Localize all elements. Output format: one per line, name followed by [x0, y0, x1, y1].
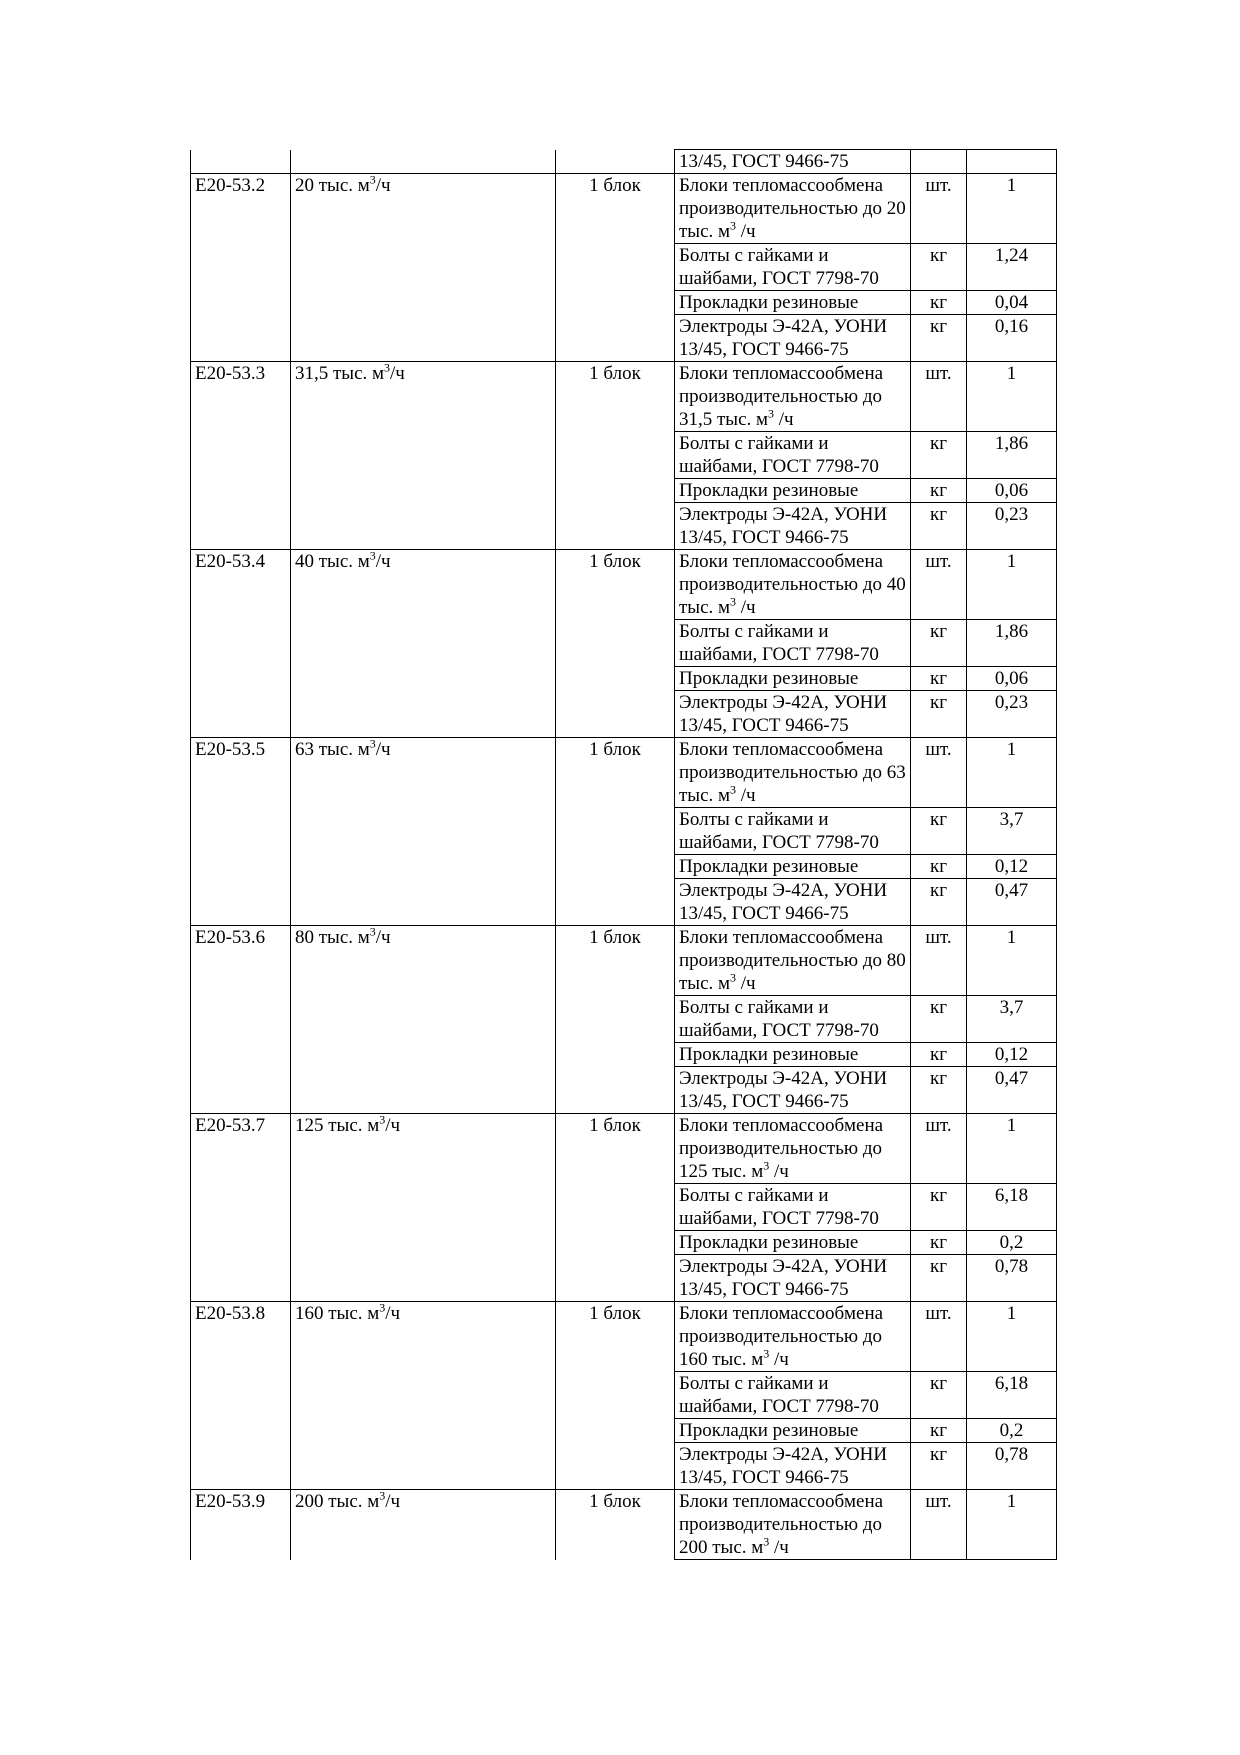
resource-name: Болты с гайками и шайбами, ГОСТ 7798-70: [679, 433, 879, 477]
resource-name: Болты с гайками и шайбами, ГОСТ 7798-70: [679, 621, 879, 665]
resource-name-cell: [675, 808, 911, 855]
resource-name: Блоки тепломассообмена производительностью до: [679, 551, 884, 595]
measure-cell: [556, 667, 675, 691]
table-row: [191, 808, 1057, 855]
code-cell: Е20-53.7: [191, 1114, 291, 1184]
unit-cell: кг: [911, 667, 967, 691]
measure-cell: 1 блок: [556, 550, 675, 620]
unit-cell: кг: [911, 808, 967, 855]
qty-cell: 1: [967, 1490, 1057, 1560]
table-row-group-start: [191, 1490, 1057, 1560]
measure-cell: [556, 996, 675, 1043]
table-row: [191, 1255, 1057, 1302]
resource-name: Электроды Э-42А, УОНИ 13/45, ГОСТ 9466-75: [679, 504, 888, 548]
qty-cell: 0,23: [967, 691, 1057, 738]
measure-cell: [556, 315, 675, 362]
code-cell: [191, 879, 291, 926]
table-row: [191, 479, 1057, 503]
unit-cell: кг: [911, 620, 967, 667]
param-unit: /ч: [375, 175, 391, 196]
measure-cell: [556, 620, 675, 667]
qty-cell: 1: [967, 926, 1057, 996]
param-cell: [291, 1067, 556, 1114]
table-row-group-start: [191, 1114, 1057, 1184]
param-cell: [291, 1419, 556, 1443]
qty-cell: 0,06: [967, 479, 1057, 503]
resource-name-unit: /ч: [769, 1349, 789, 1370]
param-cell: [291, 1184, 556, 1231]
continuation-row: [191, 150, 1057, 174]
resource-name-cell: [675, 1043, 911, 1067]
param-cell: [291, 291, 556, 315]
measure-cell: [556, 879, 675, 926]
unit-cell: кг: [911, 1231, 967, 1255]
resource-name-cell: [675, 503, 911, 550]
table-row-group-start: [191, 550, 1057, 620]
table-row: [191, 432, 1057, 479]
qty-cell: 0,04: [967, 291, 1057, 315]
param-value: 20 тыс. м: [295, 175, 370, 196]
resource-name-unit: /ч: [774, 409, 794, 430]
resource-name-cell: [675, 855, 911, 879]
resource-name-cell: [675, 291, 911, 315]
table-row: [191, 1184, 1057, 1231]
param-exponent: 3: [379, 1488, 386, 1503]
code-cell: [191, 1443, 291, 1490]
qty-cell: 0,12: [967, 1043, 1057, 1067]
resource-name: Прокладки резиновые: [679, 668, 859, 689]
measure-cell: 1 блок: [556, 1114, 675, 1184]
measure-cell: 1 блок: [556, 1302, 675, 1372]
measure-cell: [556, 150, 675, 174]
resource-name-cell: [675, 738, 911, 808]
resource-name-cell: [675, 174, 911, 244]
resource-name: Блоки тепломассообмена производительностью до: [679, 739, 884, 783]
resource-name-value: 80 тыс. м: [679, 950, 906, 994]
code-cell: [191, 150, 291, 174]
param-exponent: 3: [369, 548, 376, 563]
resource-name-cell: [675, 1114, 911, 1184]
unit-cell: шт.: [911, 550, 967, 620]
unit-cell: кг: [911, 1419, 967, 1443]
resource-name-exponent: 3: [730, 594, 737, 609]
resource-name: Прокладки резиновые: [679, 1420, 859, 1441]
qty-cell: 0,23: [967, 503, 1057, 550]
param-cell: [291, 691, 556, 738]
measure-cell: [556, 291, 675, 315]
param-value: 200 тыс. м: [295, 1491, 380, 1512]
qty-cell: 1: [967, 1114, 1057, 1184]
unit-cell: шт.: [911, 738, 967, 808]
resource-name: Электроды Э-42А, УОНИ 13/45, ГОСТ 9466-75: [679, 880, 888, 924]
param-unit: /ч: [375, 551, 391, 572]
unit-cell: кг: [911, 855, 967, 879]
code-cell: Е20-53.6: [191, 926, 291, 996]
param-unit: /ч: [390, 363, 405, 384]
measure-cell: [556, 691, 675, 738]
measure-cell: [556, 808, 675, 855]
param-exponent: 3: [369, 736, 376, 751]
resource-name-cell: [675, 479, 911, 503]
qty-cell: 1: [967, 738, 1057, 808]
code-cell: Е20-53.2: [191, 174, 291, 244]
unit-cell: кг: [911, 1372, 967, 1419]
resource-name: Прокладки резиновые: [679, 292, 859, 313]
table-row-group-start: [191, 362, 1057, 432]
resource-name-value: 160 тыс. м: [679, 1349, 764, 1370]
resource-name: Блоки тепломассообмена производительностью до: [679, 363, 884, 407]
table-row: [191, 1231, 1057, 1255]
resource-name-cell: [675, 926, 911, 996]
resource-name: Болты с гайками и шайбами, ГОСТ 7798-70: [679, 997, 879, 1041]
measure-cell: [556, 244, 675, 291]
measure-cell: [556, 1231, 675, 1255]
qty-cell: 3,7: [967, 996, 1057, 1043]
table-row-group-start: [191, 174, 1057, 244]
qty-cell: [967, 150, 1057, 174]
table-row: [191, 1419, 1057, 1443]
qty-cell: 1,24: [967, 244, 1057, 291]
resource-name-unit: /ч: [769, 1161, 789, 1182]
resource-name-exponent: 3: [763, 1534, 770, 1549]
resource-name-cell: [675, 1184, 911, 1231]
resource-name-unit: /ч: [736, 785, 756, 806]
qty-cell: 6,18: [967, 1184, 1057, 1231]
qty-cell: 0,78: [967, 1255, 1057, 1302]
qty-cell: 0,47: [967, 1067, 1057, 1114]
resource-name-value: 31,5 тыс. м: [679, 409, 769, 430]
table-row: [191, 667, 1057, 691]
resource-name-unit: /ч: [736, 973, 756, 994]
resource-name: Электроды Э-42А, УОНИ 13/45, ГОСТ 9466-75: [679, 1444, 888, 1488]
table-row-group-start: [191, 926, 1057, 996]
table-row: [191, 879, 1057, 926]
unit-cell: шт.: [911, 362, 967, 432]
unit-cell: шт.: [911, 1114, 967, 1184]
measure-cell: 1 блок: [556, 174, 675, 244]
qty-cell: 0,78: [967, 1443, 1057, 1490]
qty-cell: 0,12: [967, 855, 1057, 879]
norms-table-body: [191, 150, 1057, 1560]
param-exponent: 3: [379, 1112, 386, 1127]
unit-cell: шт.: [911, 174, 967, 244]
param-cell: [291, 1443, 556, 1490]
measure-cell: [556, 1443, 675, 1490]
resource-name-unit: /ч: [736, 221, 756, 242]
param-unit: /ч: [385, 1303, 401, 1324]
resource-name-cell: [675, 667, 911, 691]
param-cell: [291, 174, 556, 244]
qty-cell: 1: [967, 550, 1057, 620]
unit-cell: кг: [911, 1067, 967, 1114]
code-cell: [191, 1067, 291, 1114]
resource-name: Прокладки резиновые: [679, 1044, 859, 1065]
code-cell: [191, 244, 291, 291]
table-row: [191, 1443, 1057, 1490]
qty-cell: 3,7: [967, 808, 1057, 855]
unit-cell: кг: [911, 291, 967, 315]
measure-cell: [556, 1184, 675, 1231]
qty-cell: 0,2: [967, 1231, 1057, 1255]
resource-name-value: 125 тыс. м: [679, 1161, 764, 1182]
code-cell: [191, 620, 291, 667]
table-row: [191, 691, 1057, 738]
resource-name-cell: [675, 1490, 911, 1560]
param-exponent: 3: [369, 172, 376, 187]
table-row-group-start: [191, 738, 1057, 808]
param-cell: [291, 855, 556, 879]
qty-cell: 0,2: [967, 1419, 1057, 1443]
param-unit: /ч: [385, 1491, 401, 1512]
param-cell: [291, 315, 556, 362]
resource-name-exponent: 3: [730, 970, 737, 985]
measure-cell: [556, 432, 675, 479]
resource-name-cell: [675, 244, 911, 291]
code-cell: Е20-53.5: [191, 738, 291, 808]
code-cell: [191, 808, 291, 855]
resource-name-exponent: 3: [763, 1346, 770, 1361]
table-row: [191, 1372, 1057, 1419]
qty-cell: 0,06: [967, 667, 1057, 691]
code-cell: [191, 855, 291, 879]
qty-cell: 1,86: [967, 432, 1057, 479]
table-row: [191, 315, 1057, 362]
code-cell: [191, 996, 291, 1043]
param-cell: [291, 1372, 556, 1419]
resource-name-exponent: 3: [763, 1158, 770, 1173]
param-exponent: 3: [379, 1300, 386, 1315]
resource-name: Электроды Э-42А, УОНИ 13/45, ГОСТ 9466-75: [679, 1068, 888, 1112]
norms-table: [190, 149, 1057, 1560]
qty-cell: 6,18: [967, 1372, 1057, 1419]
param-value: 125 тыс. м: [295, 1115, 380, 1136]
resource-name: Болты с гайками и шайбами, ГОСТ 7798-70: [679, 245, 879, 289]
measure-cell: [556, 1067, 675, 1114]
unit-cell: кг: [911, 1184, 967, 1231]
resource-name-exponent: 3: [730, 218, 737, 233]
resource-name-cell: [675, 550, 911, 620]
measure-cell: [556, 479, 675, 503]
resource-name-exponent: 3: [768, 406, 775, 421]
resource-name: Болты с гайками и шайбами, ГОСТ 7798-70: [679, 1185, 879, 1229]
measure-cell: 1 блок: [556, 738, 675, 808]
resource-name: Блоки тепломассообмена производительностью до: [679, 1491, 884, 1535]
code-cell: Е20-53.3: [191, 362, 291, 432]
param-cell: [291, 1231, 556, 1255]
resource-name: Прокладки резиновые: [679, 480, 859, 501]
resource-name: Блоки тепломассообмена производительностью до: [679, 175, 884, 219]
param-cell: [291, 926, 556, 996]
resource-name-cell: [675, 1302, 911, 1372]
param-cell: [291, 1255, 556, 1302]
code-cell: [191, 1231, 291, 1255]
code-cell: [191, 1372, 291, 1419]
param-cell: [291, 550, 556, 620]
resource-name-cell: [675, 620, 911, 667]
unit-cell: кг: [911, 244, 967, 291]
resource-name: Прокладки резиновые: [679, 1232, 859, 1253]
code-cell: [191, 479, 291, 503]
resource-name-cell: [675, 1372, 911, 1419]
resource-name-value: 40 тыс. м: [679, 574, 906, 618]
qty-cell: 0,16: [967, 315, 1057, 362]
param-cell: [291, 1490, 556, 1560]
unit-cell: кг: [911, 691, 967, 738]
table-row: [191, 996, 1057, 1043]
resource-name-cell: [675, 432, 911, 479]
measure-cell: 1 блок: [556, 1490, 675, 1560]
param-cell: [291, 479, 556, 503]
unit-cell: [911, 150, 967, 174]
code-cell: [191, 315, 291, 362]
unit-cell: кг: [911, 996, 967, 1043]
resource-name-cell: [675, 362, 911, 432]
param-cell: [291, 1114, 556, 1184]
param-unit: /ч: [385, 1115, 401, 1136]
unit-cell: кг: [911, 879, 967, 926]
measure-cell: [556, 855, 675, 879]
param-value: 80 тыс. м: [295, 927, 370, 948]
resource-name: Блоки тепломассообмена производительностью до: [679, 1303, 884, 1347]
table-row: [191, 244, 1057, 291]
param-cell: [291, 1302, 556, 1372]
resource-name-unit: /ч: [769, 1537, 789, 1558]
resource-name: Болты с гайками и шайбами, ГОСТ 7798-70: [679, 809, 879, 853]
table-row: [191, 855, 1057, 879]
resource-name-cell: [675, 1255, 911, 1302]
resource-name: Электроды Э-42А, УОНИ 13/45, ГОСТ 9466-75: [679, 316, 888, 360]
resource-name-value: 20 тыс. м: [679, 198, 906, 242]
unit-cell: кг: [911, 503, 967, 550]
code-cell: [191, 503, 291, 550]
param-cell: [291, 667, 556, 691]
qty-cell: 0,47: [967, 879, 1057, 926]
resource-name: Блоки тепломассообмена производительностью до: [679, 1115, 884, 1159]
unit-cell: кг: [911, 1255, 967, 1302]
param-cell: [291, 620, 556, 667]
resource-name-cell: [675, 1067, 911, 1114]
param-exponent: 3: [384, 360, 391, 375]
code-cell: [191, 1255, 291, 1302]
unit-cell: шт.: [911, 926, 967, 996]
param-value: 31,5 тыс. м: [295, 363, 385, 384]
code-cell: [191, 1043, 291, 1067]
code-cell: Е20-53.8: [191, 1302, 291, 1372]
resource-name-cell: [675, 1231, 911, 1255]
resource-name-cell: 13/45, ГОСТ 9466-75: [675, 150, 911, 174]
unit-cell: кг: [911, 479, 967, 503]
param-cell: [291, 432, 556, 479]
resource-name: Электроды Э-42А, УОНИ 13/45, ГОСТ 9466-75: [679, 692, 888, 736]
param-exponent: 3: [369, 924, 376, 939]
resource-name: Прокладки резиновые: [679, 856, 859, 877]
code-cell: [191, 432, 291, 479]
unit-cell: шт.: [911, 1302, 967, 1372]
resource-name-exponent: 3: [730, 782, 737, 797]
param-cell: [291, 879, 556, 926]
table-row: [191, 503, 1057, 550]
unit-cell: кг: [911, 1443, 967, 1490]
param-unit: /ч: [375, 927, 391, 948]
code-cell: Е20-53.4: [191, 550, 291, 620]
table-row: [191, 1043, 1057, 1067]
table-row: [191, 620, 1057, 667]
code-cell: [191, 1184, 291, 1231]
qty-cell: 1: [967, 362, 1057, 432]
resource-name-unit: /ч: [736, 597, 756, 618]
resource-name-cell: [675, 315, 911, 362]
resource-name-cell: [675, 1419, 911, 1443]
unit-cell: кг: [911, 432, 967, 479]
param-cell: [291, 996, 556, 1043]
code-cell: [191, 691, 291, 738]
param-value: 160 тыс. м: [295, 1303, 380, 1324]
qty-cell: 1: [967, 174, 1057, 244]
code-cell: [191, 291, 291, 315]
param-cell: [291, 150, 556, 174]
param-cell: [291, 1043, 556, 1067]
table-row-group-start: [191, 1302, 1057, 1372]
code-cell: [191, 667, 291, 691]
param-unit: /ч: [375, 739, 391, 760]
measure-cell: 1 блок: [556, 362, 675, 432]
resource-name-value: 200 тыс. м: [679, 1537, 764, 1558]
resource-name-cell: [675, 879, 911, 926]
param-value: 63 тыс. м: [295, 739, 370, 760]
table-row: [191, 291, 1057, 315]
resource-name: Блоки тепломассообмена производительностью до: [679, 927, 884, 971]
measure-cell: [556, 1043, 675, 1067]
table-row: [191, 1067, 1057, 1114]
measure-cell: [556, 503, 675, 550]
code-cell: [191, 1419, 291, 1443]
measure-cell: [556, 1255, 675, 1302]
measure-cell: 1 блок: [556, 926, 675, 996]
param-cell: [291, 244, 556, 291]
qty-cell: 1: [967, 1302, 1057, 1372]
resource-name-value: 63 тыс. м: [679, 762, 906, 806]
resource-name-cell: [675, 1443, 911, 1490]
unit-cell: кг: [911, 1043, 967, 1067]
measure-cell: [556, 1419, 675, 1443]
measure-cell: [556, 1372, 675, 1419]
param-cell: [291, 362, 556, 432]
param-cell: [291, 808, 556, 855]
resource-name-cell: [675, 691, 911, 738]
param-value: 40 тыс. м: [295, 551, 370, 572]
code-cell: Е20-53.9: [191, 1490, 291, 1560]
resource-name: Болты с гайками и шайбами, ГОСТ 7798-70: [679, 1373, 879, 1417]
qty-cell: 1,86: [967, 620, 1057, 667]
param-cell: [291, 738, 556, 808]
resource-name-cell: [675, 996, 911, 1043]
resource-name: Электроды Э-42А, УОНИ 13/45, ГОСТ 9466-75: [679, 1256, 888, 1300]
param-cell: [291, 503, 556, 550]
unit-cell: шт.: [911, 1490, 967, 1560]
unit-cell: кг: [911, 315, 967, 362]
